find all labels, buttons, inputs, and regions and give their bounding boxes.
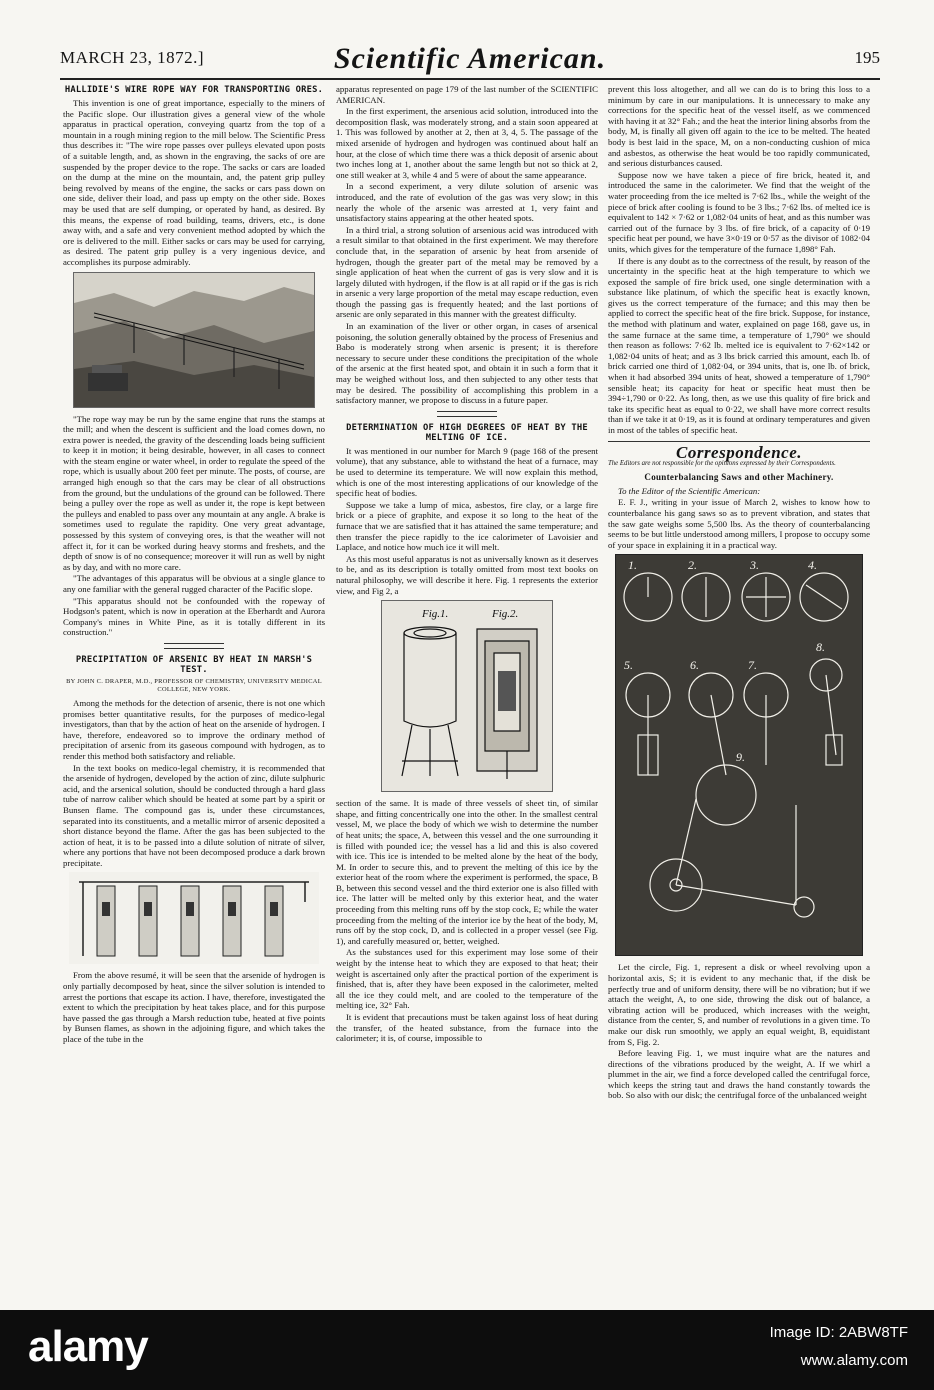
counterbalance-diagram [615, 554, 863, 956]
author-byline: BY JOHN C. DRAPER, M.D., PROFESSOR OF CHEMISTRY, UNIVERSITY MEDICAL COLLEGE, NEW YORK. [66, 677, 322, 693]
paragraph: "The rope way may be run by the same engine that runs the stamps at the mill; and when the descent is sufficient and the load comes down, no extra power is needed, the gravity of the descending loads being sufficient to keep it in motion; it being desirable, however, in all cases to connect with the steam engine or water wheel, in order to regulate the speed of the rope, which is usually about 200 feet per minute. The posts, of course, are arranged high enough so that the cars may be clear of all obstructions from the ground, but the undulations of the ground can be followed. There being a pulley over the rope as well as under it, the rope is kept between the pulleys and enabled to pass over any mountain at any angle. A brake is sometimes used to regulate the rapidity. One very great advantage, possessed by this system of conveying ores, is that the weather will not affect it, for it can be worked during heavy storms and freshets, and the depth of snow is of no consequence; moreover it will run as well by night as by day, and with no more care. [63, 413, 325, 572]
marsh-tube-illustration [69, 872, 319, 964]
paragraph: In an examination of the liver or other organ, in cases of arsenical poisoning, the solution generally obtained by the process of Fresenius and Babo is moderately strong when arsenic is present; it is therefore necessary to secure under these conditions the precipitation of the whole of the arsenic at the first heated spot, and obtain it in such a form that it may be weighed without loss, and then subjected to any other tests that may be desired. The possibility of accomplishing this problem in a satisfactory manner, we propose to discuss in a future paper. [336, 321, 598, 406]
image-id-label: Image ID: 2ABW8TF [769, 1324, 908, 1341]
calorimeter-figure [381, 600, 553, 792]
fig2-label: Fig.2. [492, 608, 519, 621]
paragraph: Suppose we take a lump of mica, asbestos, fire clay, or a large fire brick or a piece of graphite, and expose it so long to the heat of the furnace that we are satisfied that it has attained the same temperature; and then transfer the piece rapidly to the ice calorimeter of Lavoisier and Laplace, and notice how much ice it will melt. [336, 499, 598, 553]
figure-number-label: 4. [808, 558, 817, 573]
marsh-tube-figure [69, 872, 319, 964]
counterbalance-illustration [616, 555, 862, 955]
letter-salutation: To the Editor of the Scientific American: [618, 485, 761, 496]
paragraph: apparatus represented on page 179 of the last number of the SCIENTIFIC AMERICAN. [336, 84, 598, 105]
paragraph: As this most useful apparatus is not as universally known as it deserves to be, and as its description is totally omitted from most text books on natural philosophy, we will describe it here. Fig. 1 represents the exterior view, and Fig 2, a [336, 553, 598, 596]
paragraph: If there is any doubt as to the correctness of the result, by reason of the uncertainty in the specific heat at the high temperature to which we exposed the sample of fire brick used, one single determination with a substance like platinum, of which the specific heat is exactly known, gives us the correct temperature of the furnace; and this may then be applied to correct the specific heat of the fire brick. Suppose, for instance, the method with platinum and water, explained on page 168, gave us, in the same furnace at the same time, a temperature of 1,790° we should then reason as follows: 7·62 lb. melted ice is equivalent to 7·62×142 or 1,082·04 units of heat; and as 3 lbs brick carried this amount, each lb. of brick carried one third of 1,082·04, or 394 units, that is, one lb. of brick, when it had absorbed 394 units of heat, showed a temperature of 1,790° sensible heat; its capacity for heat or specific heat must then be 394÷1,790 or 0·22. As long, then, as we use this quality of fire brick and take its specific heat as equal to 0·22, we shall have more correct results than if we take it at 0·19, as it is found at ordinary temperatures and given in most of the tables of specific heat. [608, 255, 870, 435]
figure-number-label: 7. [748, 658, 757, 673]
stock-site-url: www.alamy.com [800, 1352, 908, 1369]
publication-title: Scientific American. [333, 42, 607, 75]
paragraph: prevent this loss altogether, and all we can do is to bring this loss to a minimum by care in our manipulations. It is unnecessary to make any corrections for the specific heat of the vessel itself, as we commenced with having it at 32° Fah.; and the heat the interior lining absorbs from the body, M, is finally all given off again to the ice to be melted. The heated body is best laid in the space, M, on a non-conducting cushion of mica and asbestos, as otherwise the heat would be too rapidly communicated, and serious disturbances caused. [608, 84, 870, 169]
paragraph: This invention is one of great importance, especially to the miners of the Pacific slope. Our illustration gives a general view of the whole apparatus in practical operation, conveying quartz from the top of a mountain in a rough mining region to the mill below. The Scientific Press thus describes it: "The wire rope passes over pulleys elevated upon posts of a suitable length, and, as shown in the engraving, the sacks of ore are suspended by the proper device to the rope. The sacks or cars are loaded on the dump at the mine on the mountain, and, the patent grip pulley being revolved by means of the engine, the sacks or cars pass down on one side, deliver their load, and pass up empty on the other side. Boxes may be used that are self dumping, or operated by hand, as desired. By this means, the expense of road building, teams, drivers, etc., is done away with, and a safe and very convenient method adopted by which the ore is delivered to the mill. Either sacks or cars may be used for carrying, as desired. The patent grip pulley is a very ingenious device, and accomplishes its purpose admirably. [63, 98, 325, 267]
figure-number-label: 1. [628, 558, 637, 573]
paragraph: Among the methods for the detection of arsenic, there is not one which promises better quantitative results, for the purposes of medico-legal investigators, than that by the action of heat on the arsenide of hydrogen. I have, therefore, endeavored so to improve the ordinary method of precipitation of arsenic from its gaseous compound with hydrogen, as to render this method both satisfactory and reliable. [63, 697, 325, 761]
figure-number-label: 8. [816, 640, 825, 655]
masthead-rule [60, 78, 880, 80]
paragraph: E. F. J., writing in your issue of March 2, wishes to know how to counterbalance his gang saws so as to prevent vibration, and states that the saw gate weighs some 5,500 lbs. As the theory of counterbalancing seems to be but little understood among millers, I propose to occupy some of your space in explaining it in a practical way. [608, 497, 870, 550]
paragraph: In a second experiment, a very dilute solution of arsenic was introduced, and the rate of evolution of the gas was very slow; in this nearly the whole of the arsenic was arrested at 1, very faint and unsatisfactory stains appearing at the other heated spots. [336, 181, 598, 224]
figure-number-label: 3. [750, 558, 759, 573]
paragraph: In a third trial, a strong solution of arsenious acid was introduced with a result similar to that obtained in the first experiment. We may therefore conclude that, in the separation of arsenic by heat from arsenide of hydrogen, though the greater part of the metal may be removed by a single application of heat when the current of gas is very slow and it is largely diluted with hydrogen, if the flow is at all rapid or if the gas is rich in arsenic a very large proportion of the metal may escape reduction, even though the passing gas is frequently heated; and the last portions of arsenic are only separated in this manner with the greatest difficulty. [336, 224, 598, 320]
issue-date: MARCH 23, 1872.] [60, 48, 205, 67]
article-heading-heat: DETERMINATION OF HIGH DEGREES OF HEAT BY THE MELTING OF ICE. [346, 422, 588, 443]
page-number: 195 [854, 48, 880, 67]
calorimeter-illustration [382, 601, 552, 791]
paragraph: Let the circle, Fig. 1, represent a disk or wheel revolving upon a horizontal axis, S; it is evident to any mechanic that, if the disk be perfectly true and of uniform density, there will be no vibration; but if we attach the weight, A, to one side, throwing the disk out of balance, a vibrating action will be produced, which increases with the weight, distance from the center, S, and number of revolutions in a given time. To make our disk run smoothly, we apply an equal weight, B, equidistant from S, Fig. 2. [608, 962, 870, 1047]
editors-disclaimer: The Editors are not responsible for the opinions expressed by their Correspondents. [608, 460, 836, 468]
paragraph: As the substances used for this experiment may lose some of their weight by the intense heat to which they are exposed to that heat; their weight is ascertained only after the practical portion of the experiment is finished, that is, after they have been exposed in the calorimeter, melted all the ice they could melt, and are cooled to the temperature of the melting ice, 32° Fah. [336, 947, 598, 1011]
column-2 [336, 84, 598, 1294]
masthead [60, 44, 880, 74]
paragraph: "This apparatus should not be confounded with the ropeway of Hodgson's patent, which is now in operation at the Eberhardt and Aurora Company's mines in White Pine, as it is totally different in its construction." [63, 595, 325, 638]
rope-way-engraving [73, 272, 315, 408]
paragraph: From the above resumé, it will be seen that the arsenide of hydrogen is only partially decomposed by heat, since the silver solution is intended to arrest the portions that escape its action. I have, therefore, investigated the extent to which the precipitation by heat takes place, and for this purpose have passed the gas through a Marsh reduction tube, heated at five points by Bunsen flames, as shown in the adjoining figure, and which takes the place of the tube in the [63, 970, 325, 1045]
paragraph: Suppose now we have taken a piece of fire brick, heated it, and introduced the same in the calorimeter. We find that the weight of the water proceeding from the ice melted is 7·62 lbs., while the weight of the piece of brick after cooling is found to be 3 lbs.; 7·62 lbs. of melted ice is equivalent to 142 × 7·62 or 1,082·04 units of heat, and as this number was carried out of the furnace by 3 lbs. of fire brick, of a capacity of 0·19 specific heat per pound, we have 3×0·19 or 0·57 as the divisor of 1082·04 units, which gives for the temperature of the furnace 1,898° Fah. [608, 169, 870, 254]
alamy-logo: alamy [28, 1322, 148, 1371]
article-heading-arsenic: PRECIPITATION OF ARSENIC BY HEAT IN MARSH'S TEST. [75, 654, 313, 675]
figure-number-label: 9. [736, 750, 745, 765]
mountain-ropeway-illustration [74, 273, 314, 407]
correspondence-heading: Correspondence. [675, 442, 803, 462]
section-rule [608, 441, 870, 442]
paragraph: In the text books on medico-legal chemistry, it is recommended that the arsenide of hydrogen, developed by the action of zinc, dilute sulphuric acid, and the arsenical solution, should be conducted through a hard glass tube of narrow caliber which should be heated at some part by a spirit or Bunsen flame. The compound gas is, under these circumstances, separated into its constituents, and a metallic mirror of arsenic deposited a short distance beyond the flame. After the gas has been subjected to the action of heat, it is to be passed into a dilute solution of nitrate of silver, where any portions that have not been decomposed produce a dark brown precipitate. [63, 762, 325, 868]
figure-number-label: 5. [624, 658, 633, 673]
paragraph: It is evident that precautions must be taken against loss of heat during the transfer, of the heated substance, from the furnace into the calorimeter; it is, of course, impossible to [336, 1012, 598, 1044]
column-1 [63, 84, 325, 1294]
paragraph: In the first experiment, the arsenious acid solution, introduced into the decomposition flask, was moderately strong, and a stain soon appeared at 1. This was followed by another at 2, then at 3, 4, 5. The passage of the mixed arsenide of hydrogen and hydrogen was continued about half an hour, at the close of which time there was a thick deposit of arsenic about two inches long at 1, another about the same length but not so thick at 2, one still weaker at 3, while 4 and 5 were of about the same appearance. [336, 106, 598, 180]
paragraph: Before leaving Fig. 1, we must inquire what are the natures and directions of the vibrations produced by the weight, A. If we whirl a plummet in the air, we find a force developed called the centrifugal force, which keeps the string taut and draws the hand constantly towards the bob. So also with our disk; the centrifugal force of the unbalanced weight [608, 1048, 870, 1101]
section-separator [437, 411, 497, 417]
section-separator [164, 643, 224, 649]
article-heading-rope-way: HALLIDIE'S WIRE ROPE WAY FOR TRANSPORTING ORES. [64, 85, 324, 95]
fig1-label: Fig.1. [422, 608, 449, 621]
paragraph: section of the same. It is made of three vessels of sheet tin, of similar shape, and fitting concentrically one into the other. In the smallest central vessel, M, we place the body of which we wish to determine the number of heat units; the space, A, between this vessel and the one surrounding it is filled with pounded ice; the vessel has a lid and this is also covered with ice. This ice is intended to be melted alone by the heat of the body, M. In order to secure this, and to prevent the melting of this ice by the exterior heat of the room where the experiment is performed, the space, B B, between this second vessel and the third exterior one is also filled with ice. The latter will be melted only by this exterior heat, and the water proceeding from this melting runs off by the stop cock, E; while the water proceeding from the melting of the interior ice by the heat of the body, M, runs off by the stop cock, D, and is collected in a proper vessel (see Fig. 1), and carefully measured or, better, weighed. [336, 798, 598, 946]
letter-heading: Counterbalancing Saws and other Machinery. [644, 472, 834, 483]
paragraph: It was mentioned in our number for March 9 (page 168 of the present volume), that any substance, able to withstand the heat of a furnace, may be used to determine its temperature. We will now explain this method, which is one of the most interesting applications of our knowledge of the specific heat of bodies. [336, 445, 598, 499]
column-3 [608, 84, 870, 1294]
paragraph: "The advantages of this apparatus will be obvious at a single glance to any one familiar with the general rugged character of the Pacific slope. [63, 573, 325, 594]
figure-number-label: 6. [690, 658, 699, 673]
figure-number-label: 2. [688, 558, 697, 573]
